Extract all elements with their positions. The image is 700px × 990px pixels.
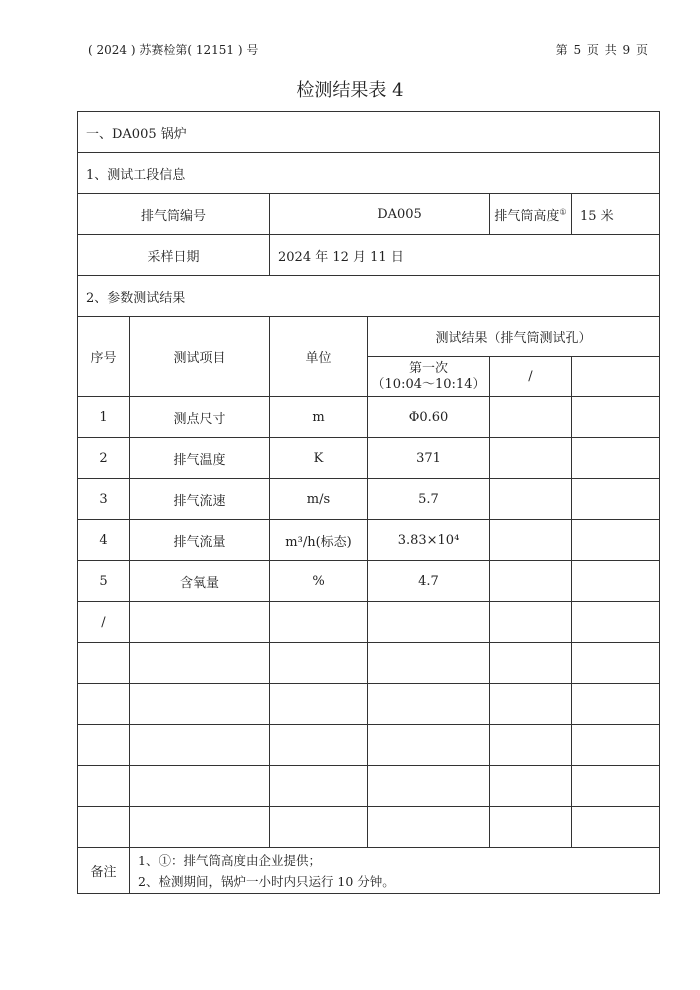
sample-date-value: 2024 年 12 月 11 日 bbox=[270, 235, 660, 276]
row-seq: 1 bbox=[78, 397, 130, 438]
row-unit: % bbox=[270, 561, 368, 602]
table-row-blank bbox=[78, 684, 660, 725]
row-item: 测点尺寸 bbox=[130, 397, 270, 438]
row-value: 371 bbox=[368, 438, 490, 479]
row-seq: / bbox=[78, 602, 130, 643]
row-empty bbox=[572, 438, 660, 479]
table-row bbox=[78, 479, 660, 520]
row-empty bbox=[490, 438, 572, 479]
row-seq: 3 bbox=[78, 479, 130, 520]
header-first-label: 第一次 bbox=[408, 360, 448, 376]
table-row-blank bbox=[78, 725, 660, 766]
report-number: ( 2024 ) 苏赛检第( 12151 ) 号 bbox=[88, 43, 259, 57]
row-item: 排气流量 bbox=[130, 520, 270, 561]
row-empty bbox=[572, 479, 660, 520]
row-unit: m bbox=[270, 397, 368, 438]
header-first bbox=[368, 357, 490, 397]
row-empty bbox=[572, 602, 660, 643]
row-item: 排气流速 bbox=[130, 479, 270, 520]
section-boiler-title: 一、DA005 锅炉 bbox=[78, 112, 660, 153]
row-value: 3.83×10⁴ bbox=[368, 520, 490, 561]
result-table bbox=[77, 111, 660, 894]
row-empty bbox=[490, 397, 572, 438]
table-row bbox=[78, 602, 660, 643]
row-unit bbox=[270, 602, 368, 643]
row-value bbox=[368, 602, 490, 643]
header-item: 测试项目 bbox=[130, 317, 270, 397]
header-unit: 单位 bbox=[270, 317, 368, 397]
row-empty bbox=[572, 397, 660, 438]
notes-content bbox=[130, 848, 660, 894]
header-col3 bbox=[572, 357, 660, 397]
page-info: 第 5 页 共 9 页 bbox=[555, 43, 648, 57]
note-line-1: 1、①：排气筒高度由企业提供； bbox=[138, 852, 321, 868]
row-empty bbox=[490, 561, 572, 602]
row-value: 5.7 bbox=[368, 479, 490, 520]
row-value: 4.7 bbox=[368, 561, 490, 602]
row-seq: 4 bbox=[78, 520, 130, 561]
row-seq: 5 bbox=[78, 561, 130, 602]
table-row-blank bbox=[78, 766, 660, 807]
table-row-blank bbox=[78, 643, 660, 684]
sample-date-label: 采样日期 bbox=[78, 235, 270, 276]
footnote-mark: ① bbox=[559, 207, 567, 217]
stack-height-label: 排气筒高度① bbox=[490, 194, 572, 235]
row-seq: 2 bbox=[78, 438, 130, 479]
table-row bbox=[78, 438, 660, 479]
row-item: 含氧量 bbox=[130, 561, 270, 602]
row-unit: m³/h(标态) bbox=[270, 520, 368, 561]
row-item bbox=[130, 602, 270, 643]
section-params-title: 2、参数测试结果 bbox=[78, 276, 660, 317]
row-empty bbox=[490, 479, 572, 520]
row-value: Φ0.60 bbox=[368, 397, 490, 438]
row-unit: K bbox=[270, 438, 368, 479]
note-line-2: 2、检测期间，锅炉一小时内只运行 10 分钟。 bbox=[138, 873, 395, 889]
table-row-blank bbox=[78, 807, 660, 848]
stack-height-value: 15 米 bbox=[572, 194, 660, 235]
header-first-time: （10:04～10:14） bbox=[371, 376, 486, 392]
row-unit: m/s bbox=[270, 479, 368, 520]
header-seq: 序号 bbox=[78, 317, 130, 397]
row-empty bbox=[490, 520, 572, 561]
notes-label: 备注 bbox=[78, 848, 130, 894]
row-empty bbox=[572, 561, 660, 602]
row-item: 排气温度 bbox=[130, 438, 270, 479]
table-row bbox=[78, 561, 660, 602]
section-work-info-title: 1、测试工段信息 bbox=[78, 153, 660, 194]
stack-no-label: 排气筒编号 bbox=[78, 194, 270, 235]
header-result: 测试结果（排气筒测试孔） bbox=[368, 317, 660, 357]
stack-no-value: DA005 bbox=[270, 194, 490, 235]
page-title: 检测结果表 4 bbox=[296, 80, 404, 101]
header-col2: / bbox=[490, 357, 572, 397]
row-empty bbox=[572, 520, 660, 561]
table-row bbox=[78, 520, 660, 561]
table-row bbox=[78, 397, 660, 438]
row-empty bbox=[490, 602, 572, 643]
